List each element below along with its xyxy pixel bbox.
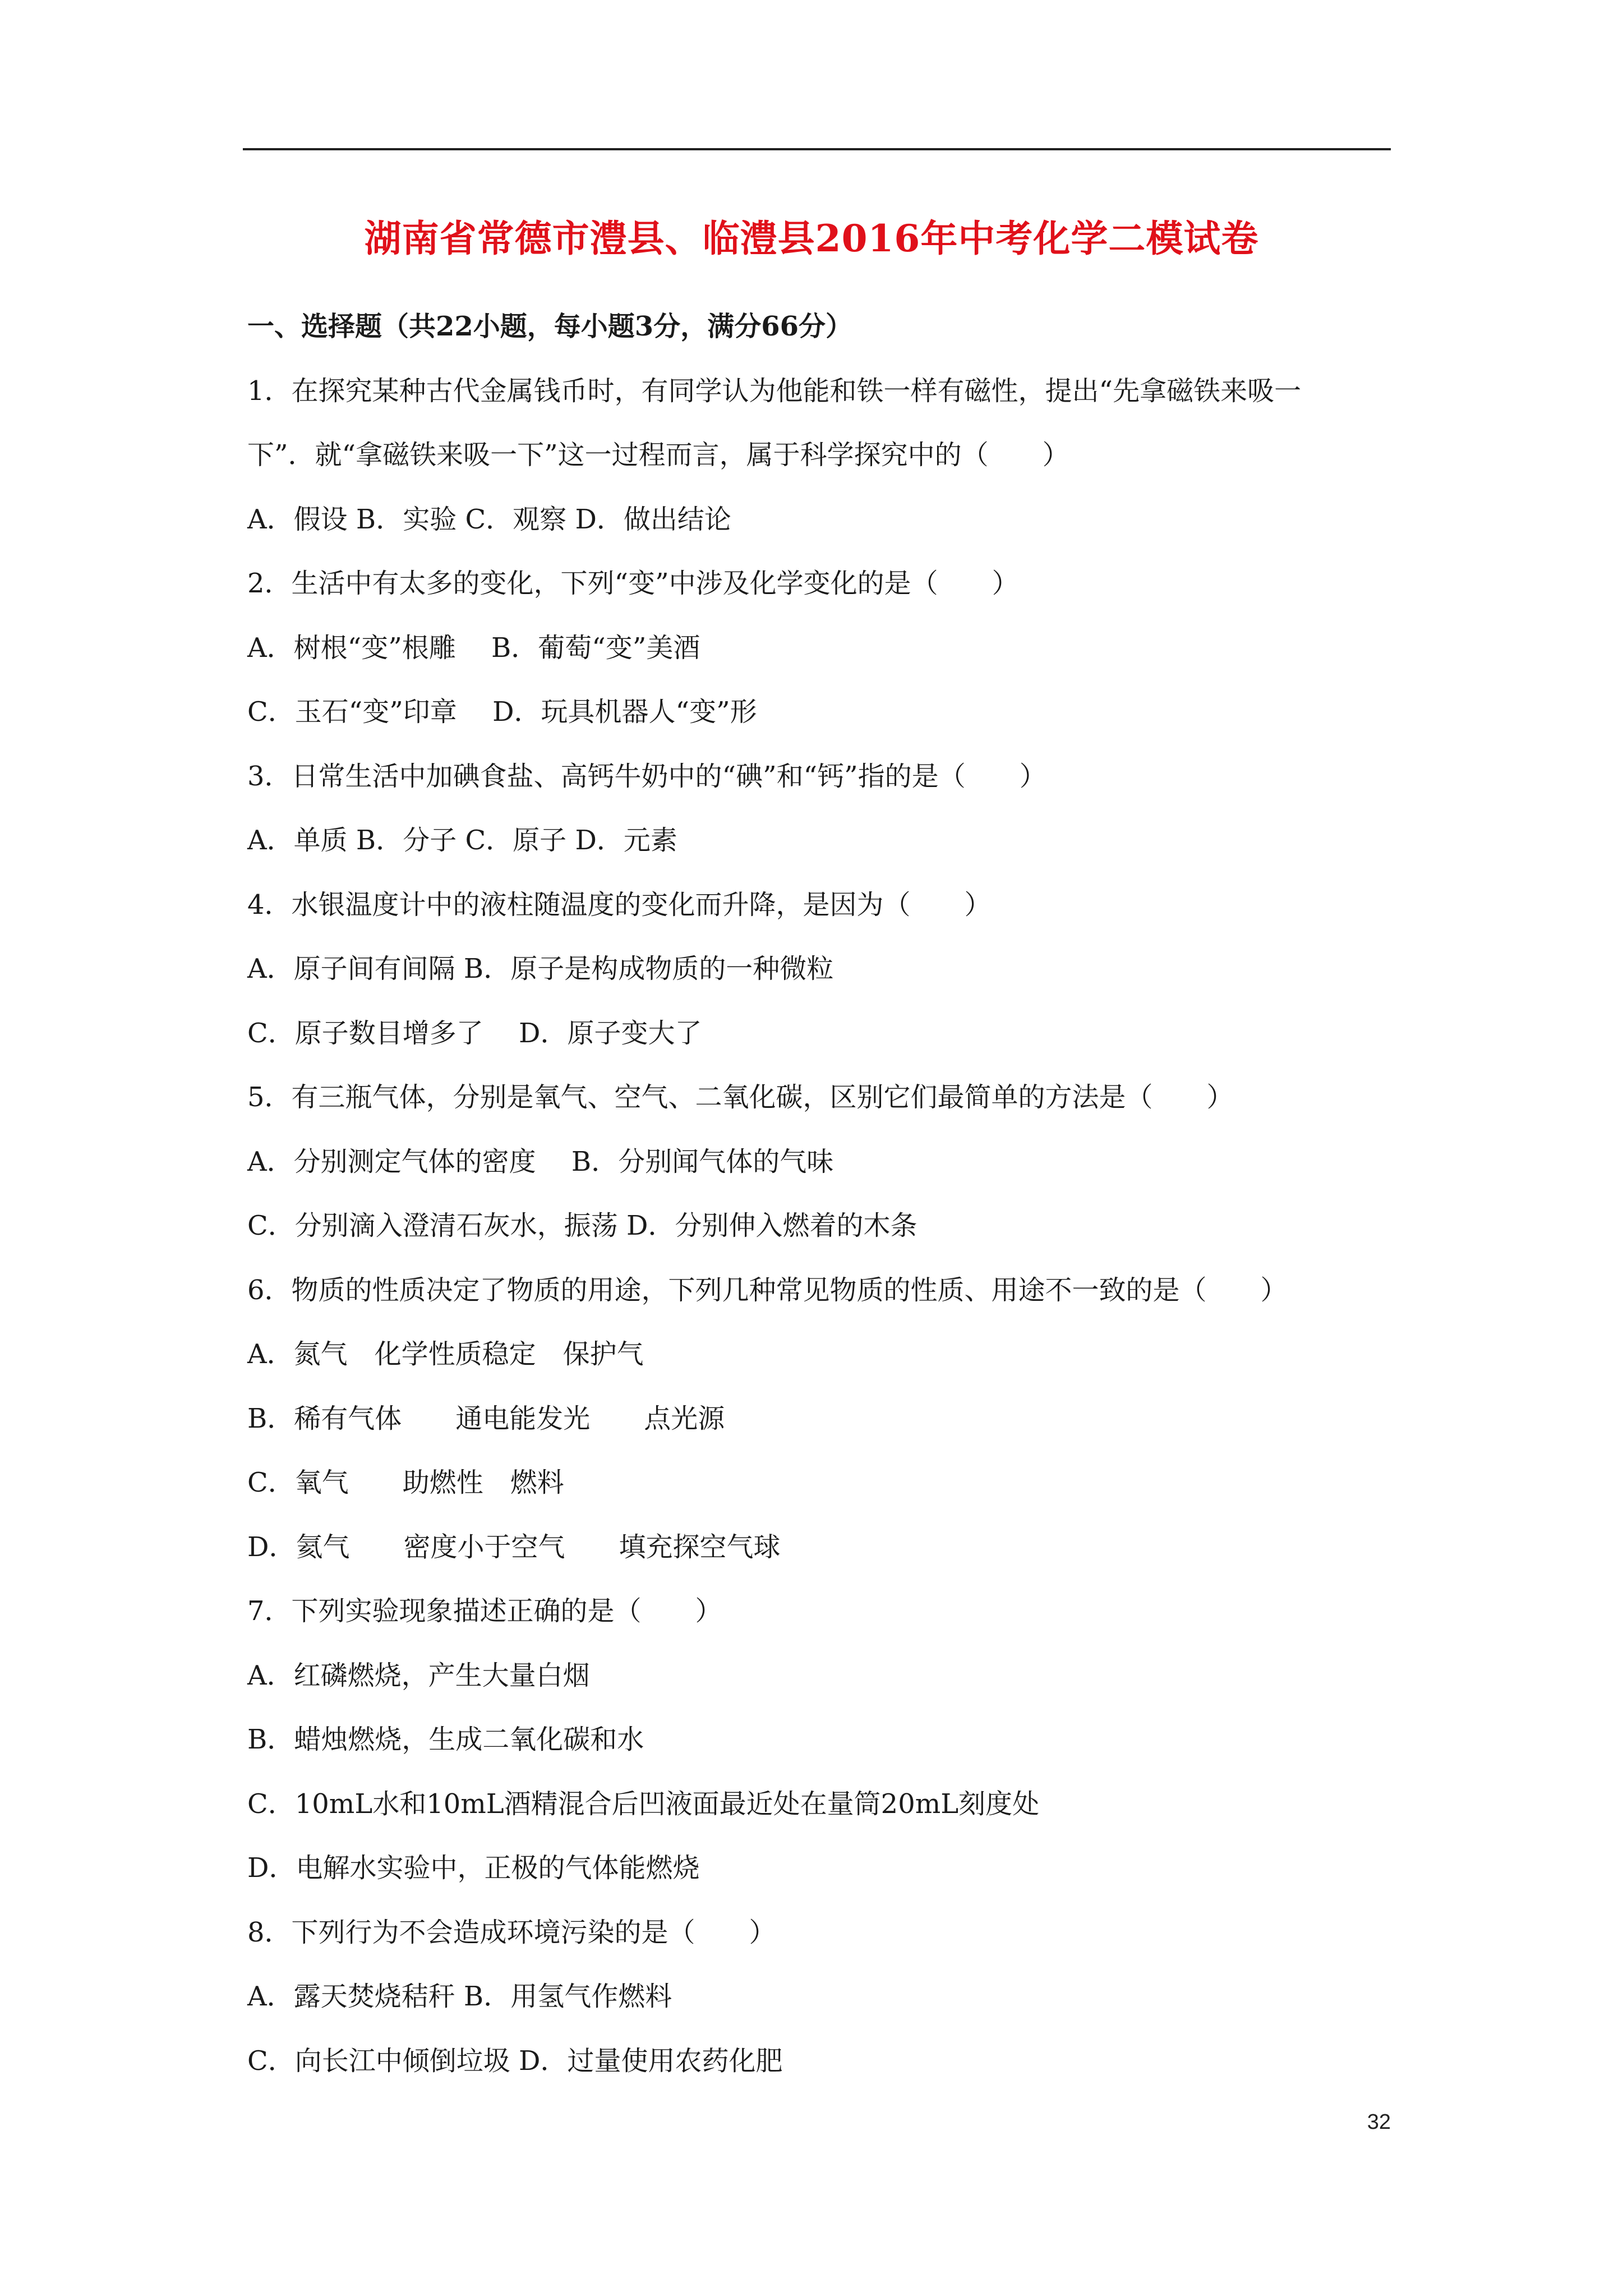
text-line: 8．下列行为不会造成环境污染的是（ ） (247, 1916, 776, 1948)
text-line: C．分别滴入澄清石灰水，振荡 D．分别伸入燃着的木条 (247, 1210, 917, 1241)
question-content (247, 295, 1397, 2093)
text-line: A．单质 B．分子 C．原子 D．元素 (247, 825, 677, 856)
section-heading: 一、选择题（共22小题，每小题3分，满分66分） (247, 311, 852, 342)
text-line: 3．日常生活中加碘食盐、高钙牛奶中的“碘”和“钙”指的是（ ） (247, 760, 1046, 792)
text-line: B．稀有气体 通电能发光 点光源 (247, 1402, 725, 1434)
text-line: A．假设 B．实验 C．观察 D．做出结论 (247, 503, 731, 535)
text-line: 5．有三瓶气体，分别是氧气、空气、二氧化碳，区别它们最简单的方法是（ ） (247, 1082, 1234, 1113)
text-line: C．向长江中倾倒垃圾 D．过量使用农药化肥 (247, 2045, 783, 2077)
text-line: C．原子数目增多了 D．原子变大了 (247, 1017, 702, 1049)
text-line: 7．下列实验现象描述正确的是（ ） (247, 1595, 722, 1627)
text-line: C．氧气 助燃性 燃料 (247, 1467, 564, 1498)
text-line: D．电解水实验中，正极的气体能燃烧 (247, 1852, 700, 1884)
text-line: A．红磷燃烧，产生大量白烟 (247, 1659, 590, 1691)
text-line: A．原子间有间隔 B．原子是构成物质的一种微粒 (247, 953, 834, 984)
page-title: 湖南省常德市澧县、临澧县2016年中考化学二模试卷 (364, 217, 1259, 260)
text-line: D．氦气 密度小于空气 填充探空气球 (247, 1531, 781, 1563)
text-line: C．玉石“变”印章 D．玩具机器人“变”形 (247, 696, 757, 728)
text-line: 2．生活中有太多的变化，下列“变”中涉及化学变化的是（ ） (247, 568, 1019, 599)
text-line: 6．物质的性质决定了物质的用途，下列几种常见物质的性质、用途不一致的是（ ） (247, 1274, 1288, 1306)
text-line: A．氮气 化学性质稳定 保护气 (247, 1338, 644, 1370)
text-line: C．10mL水和10mL酒精混合后凹液面最近处在量筒20mL刻度处 (247, 1788, 1040, 1820)
text-line: B．蜡烛燃烧，生成二氧化碳和水 (247, 1724, 644, 1755)
text-line: A．露天焚烧秸秆 B．用氢气作燃料 (247, 1981, 672, 2012)
text-line: 1．在探究某种古代金属钱币时，有同学认为他能和铁一样有磁性，提出“先拿磁铁来吸一 (247, 375, 1302, 407)
text-line: A．分别测定气体的密度 B．分别闻气体的气味 (247, 1145, 834, 1177)
text-line: 下”．就“拿磁铁来吸一下”这一过程而言，属于科学探究中的（ ） (247, 439, 1069, 471)
text-line: A．树根“变”根雕 B．葡萄“变”美酒 (247, 632, 700, 664)
text-line: 4．水银温度计中的液柱随温度的变化而升降，是因为（ ） (247, 889, 992, 921)
page-number: 32 (1367, 2110, 1391, 2134)
header-rule (243, 148, 1391, 150)
